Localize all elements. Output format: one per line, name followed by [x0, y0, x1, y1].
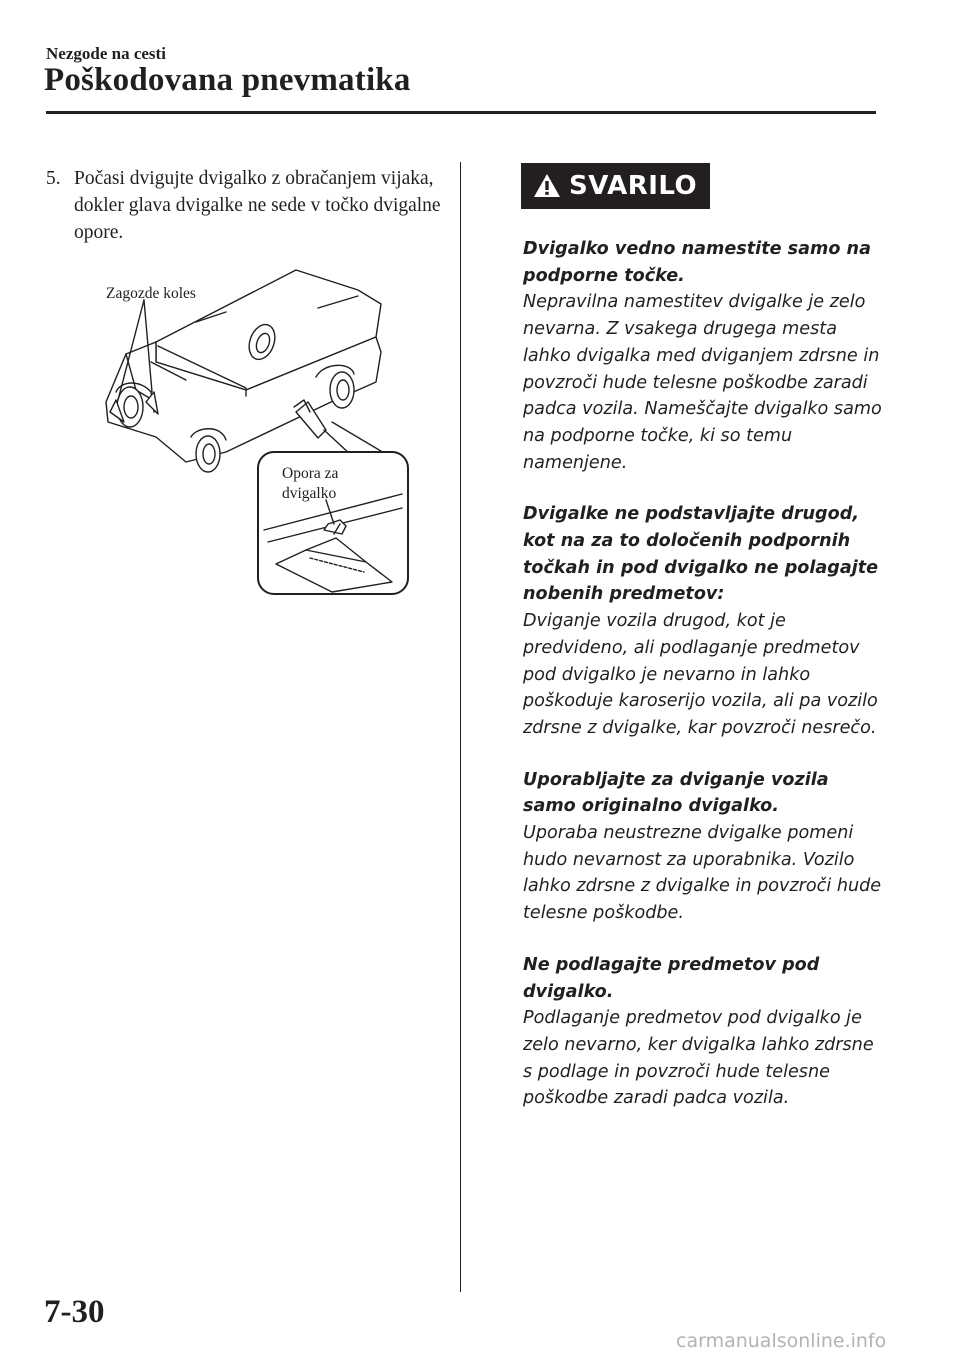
warning-body: Dviganje vozila drugod, kot je predvideno, ali podlaganje predmetov pod dvigalko je nevarno in lahko poškoduje karoserijo vozila, ali pa vozilo zdrsne z dvigalke, kar povzroči nesrečo. — [523, 611, 878, 738]
jack-small-icon — [296, 402, 326, 438]
page-number: 7-30 — [44, 1294, 105, 1330]
warning-triangle-icon — [533, 173, 561, 199]
section-label: Nezgode na cesti — [46, 44, 166, 63]
watermark: carmanualsonline.info — [676, 1330, 887, 1352]
warning-badge — [521, 163, 710, 209]
warning-badge-label: SVARILO — [569, 171, 698, 201]
warning-heading: Uporabljajte za dviganje vozila samo originalno dvigalko. — [523, 769, 829, 817]
warning-heading: Dvigalke ne podstavljajte drugod, kot na za to določenih podpornih točkah in pod dvigalko ne polagajte nobenih predmetov: — [523, 504, 879, 605]
jacking-illustration — [96, 262, 414, 602]
step-text: Počasi dvigujte dvigalko z obračanjem vijaka, dokler glava dvigalke ne sede v točko dvigalne opore. — [74, 168, 441, 243]
warning-block — [523, 767, 885, 927]
warning-block — [523, 952, 885, 1112]
page-title: Poškodovana pnevmatika — [44, 62, 411, 98]
warning-block — [523, 501, 885, 741]
warning-body: Uporaba neustrezne dvigalke pomeni hudo nevarnost za uporabnika. Vozilo lahko zdrsne z dvigalke in povzroči hude telesne poškodbe. — [523, 823, 882, 924]
warning-block — [523, 236, 885, 476]
header-divider — [46, 111, 876, 114]
warning-text — [523, 236, 885, 1137]
step-5 — [46, 165, 441, 246]
column-divider — [460, 162, 461, 1292]
warning-body: Nepravilna namestitev dvigalke je zelo nevarna. Z vsakega drugega mesta lahko dvigalka med dviganjem zdrsne in povzroči hude telesne poškodbe zaradi padca vozila. Nameščajte dvigalko samo na podporne točke, ki so temu namenjene. — [523, 292, 882, 473]
step-number: 5. — [46, 168, 61, 189]
label-wheel-chocks: Zagozde koles — [106, 285, 196, 302]
label-jack-point-1: Opora za — [282, 465, 339, 482]
warning-heading: Dvigalko vedno namestite samo na podporne točke. — [523, 239, 871, 286]
label-jack-point-2: dvigalko — [282, 485, 337, 502]
warning-body: Podlaganje predmetov pod dvigalko je zelo nevarno, ker dvigalka lahko zdrsne s podlage in povzroči hude telesne poškodbe zaradi padca vozila. — [523, 1008, 874, 1109]
warning-heading: Ne podlagajte predmetov pod dvigalko. — [523, 954, 820, 1002]
